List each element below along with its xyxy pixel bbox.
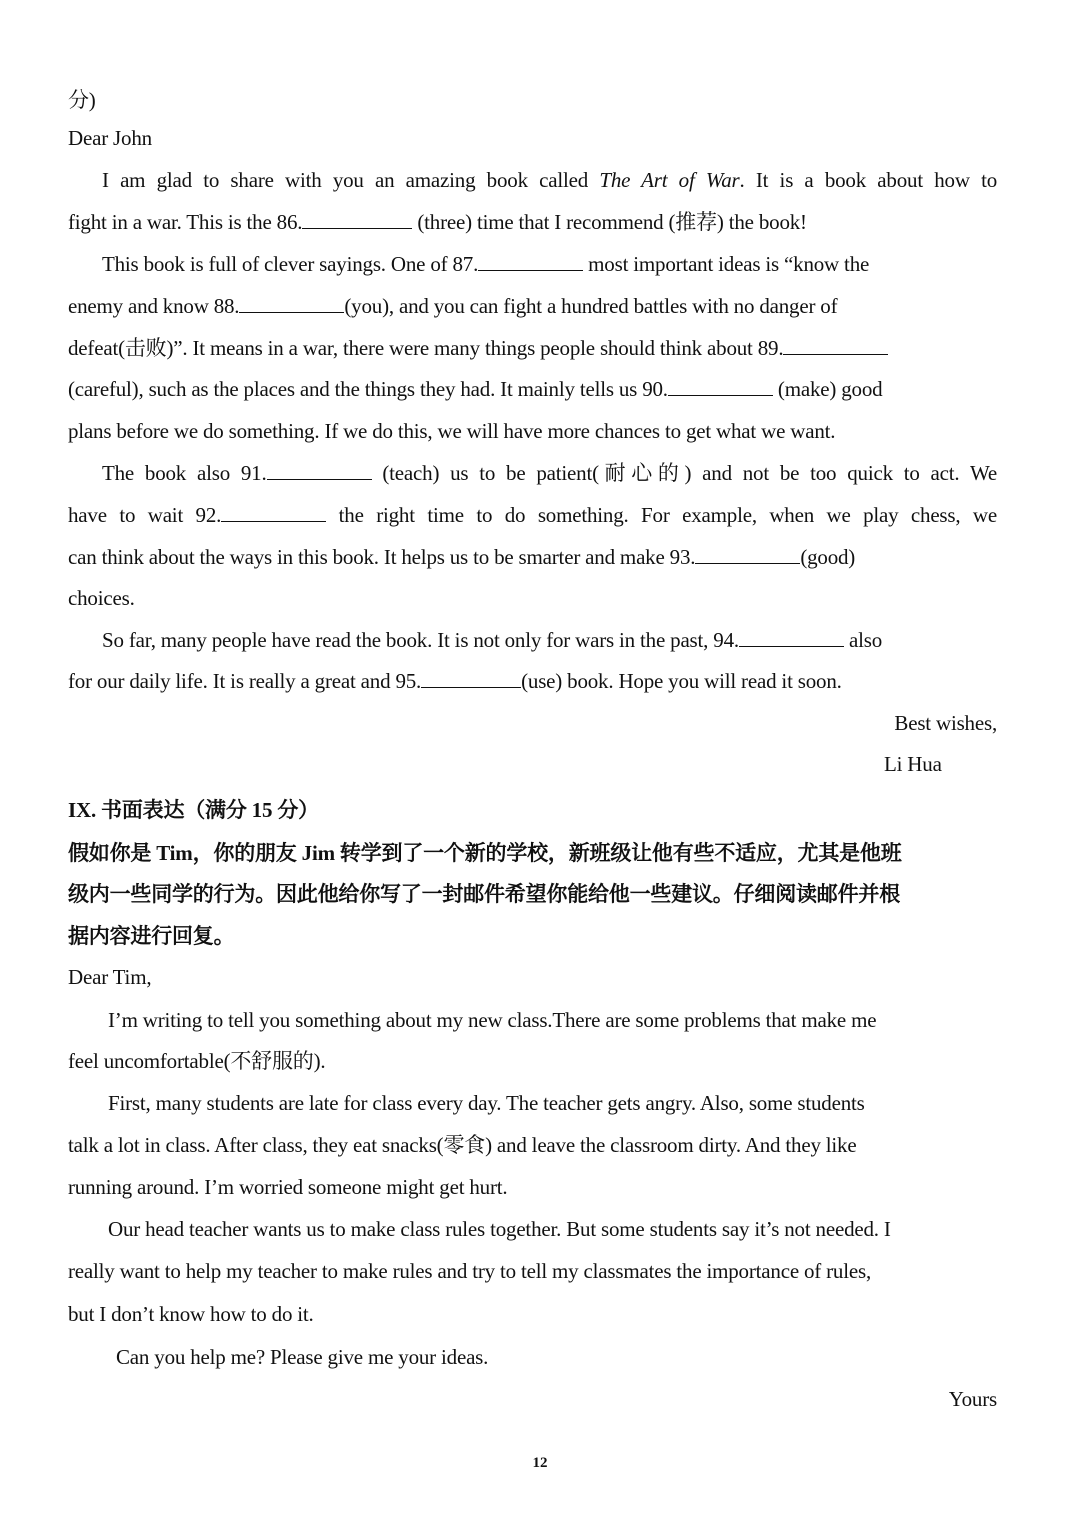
letter2-line-6: Our head teacher wants us to make class rules together. But some students say it’s not needed. I <box>108 1217 891 1241</box>
letter2-greeting: Dear Tim, <box>68 965 152 989</box>
section9-instruction-2: 级内一些同学的行为。因此他给你写了一封邮件希望你能给他一些建议。仔细阅读邮件并根 <box>68 882 900 906</box>
letter2-line-4: talk a lot in class. After class, they eat snacks(零食) and leave the classroom dirty. And they like <box>68 1133 857 1157</box>
blank-94[interactable] <box>739 628 844 647</box>
section9-instruction-3: 据内容进行回复。 <box>68 924 235 948</box>
letter1-line-12: So far, many people have read the book. It is not only for wars in the past, 94. also <box>102 628 882 652</box>
letter1-line-9: have to wait 92. the right time to do something. For example, when we play chess, we <box>68 503 997 527</box>
letter2-line-9: Can you help me? Please give me your ideas. <box>116 1345 489 1369</box>
blank-89[interactable] <box>783 336 888 355</box>
fragment-top: 分) <box>68 88 96 112</box>
letter1-line-7: plans before we do something. If we do this, we will have more chances to get what we want. <box>68 419 836 443</box>
letter1-greeting: Dear John <box>68 126 152 150</box>
section9-instruction-1: 假如你是 Tim，你的朋友 Jim 转学到了一个新的学校，新班级让他有些不适应，尤其是他班 <box>68 841 902 865</box>
letter1-line-1: I am glad to share with you an amazing book called The Art of War. It is a book about how to <box>102 168 997 192</box>
letter2-line-2: feel uncomfortable(不舒服的). <box>68 1049 326 1073</box>
letter1-signature: Li Hua <box>884 752 942 776</box>
letter1-line-6: (careful), such as the places and the things they had. It mainly tells us 90. (make) good <box>68 377 883 401</box>
blank-91[interactable] <box>267 461 372 480</box>
letter1-line-5: defeat(击败)”. It means in a war, there were many things people should think about 89. <box>68 334 888 362</box>
letter2-line-8: but I don’t know how to do it. <box>68 1302 314 1326</box>
blank-90[interactable] <box>668 377 773 396</box>
letter2-closing: Yours <box>948 1387 997 1411</box>
page-number: 12 <box>532 1455 548 1471</box>
letter1-line-2: fight in a war. This is the 86. (three) time that I recommend (推荐) the book! <box>68 210 807 234</box>
letter1-line-10: can think about the ways in this book. It helps us to be smarter and make 93. (good) <box>68 545 856 569</box>
section9-heading: IX. 书面表达（满分 15 分） <box>68 798 319 822</box>
letter1-line-3: This book is full of clever sayings. One of 87. most important ideas is “know the <box>102 252 870 276</box>
blank-92[interactable] <box>221 503 326 522</box>
book-title: The Art of War <box>599 168 740 192</box>
letter1-line-8: The book also 91. (teach) us to be patient(耐心的) and not be too quick to act. We <box>102 461 998 485</box>
letter2-line-7: really want to help my teacher to make rules and try to tell my classmates the importance of rules, <box>68 1259 872 1283</box>
blank-95[interactable] <box>421 669 521 688</box>
blank-87[interactable] <box>478 252 583 271</box>
blank-93[interactable] <box>695 545 800 564</box>
letter2-line-1: I’m writing to tell you something about my new class.There are some problems that make me <box>108 1008 877 1032</box>
letter2-line-5: running around. I’m worried someone might get hurt. <box>68 1175 508 1199</box>
letter1-line-4: enemy and know 88. (you), and you can fight a hundred battles with no danger of <box>68 294 838 318</box>
letter1-line-13: for our daily life. It is really a great and 95. (use) book. Hope you will read it soon. <box>68 669 842 693</box>
letter1-closing: Best wishes, <box>894 711 997 735</box>
letter1-line-11: choices. <box>68 586 135 610</box>
blank-86[interactable] <box>302 210 412 229</box>
letter2-line-3: First, many students are late for class every day. The teacher gets angry. Also, some students <box>108 1091 865 1115</box>
blank-88[interactable] <box>239 294 344 313</box>
